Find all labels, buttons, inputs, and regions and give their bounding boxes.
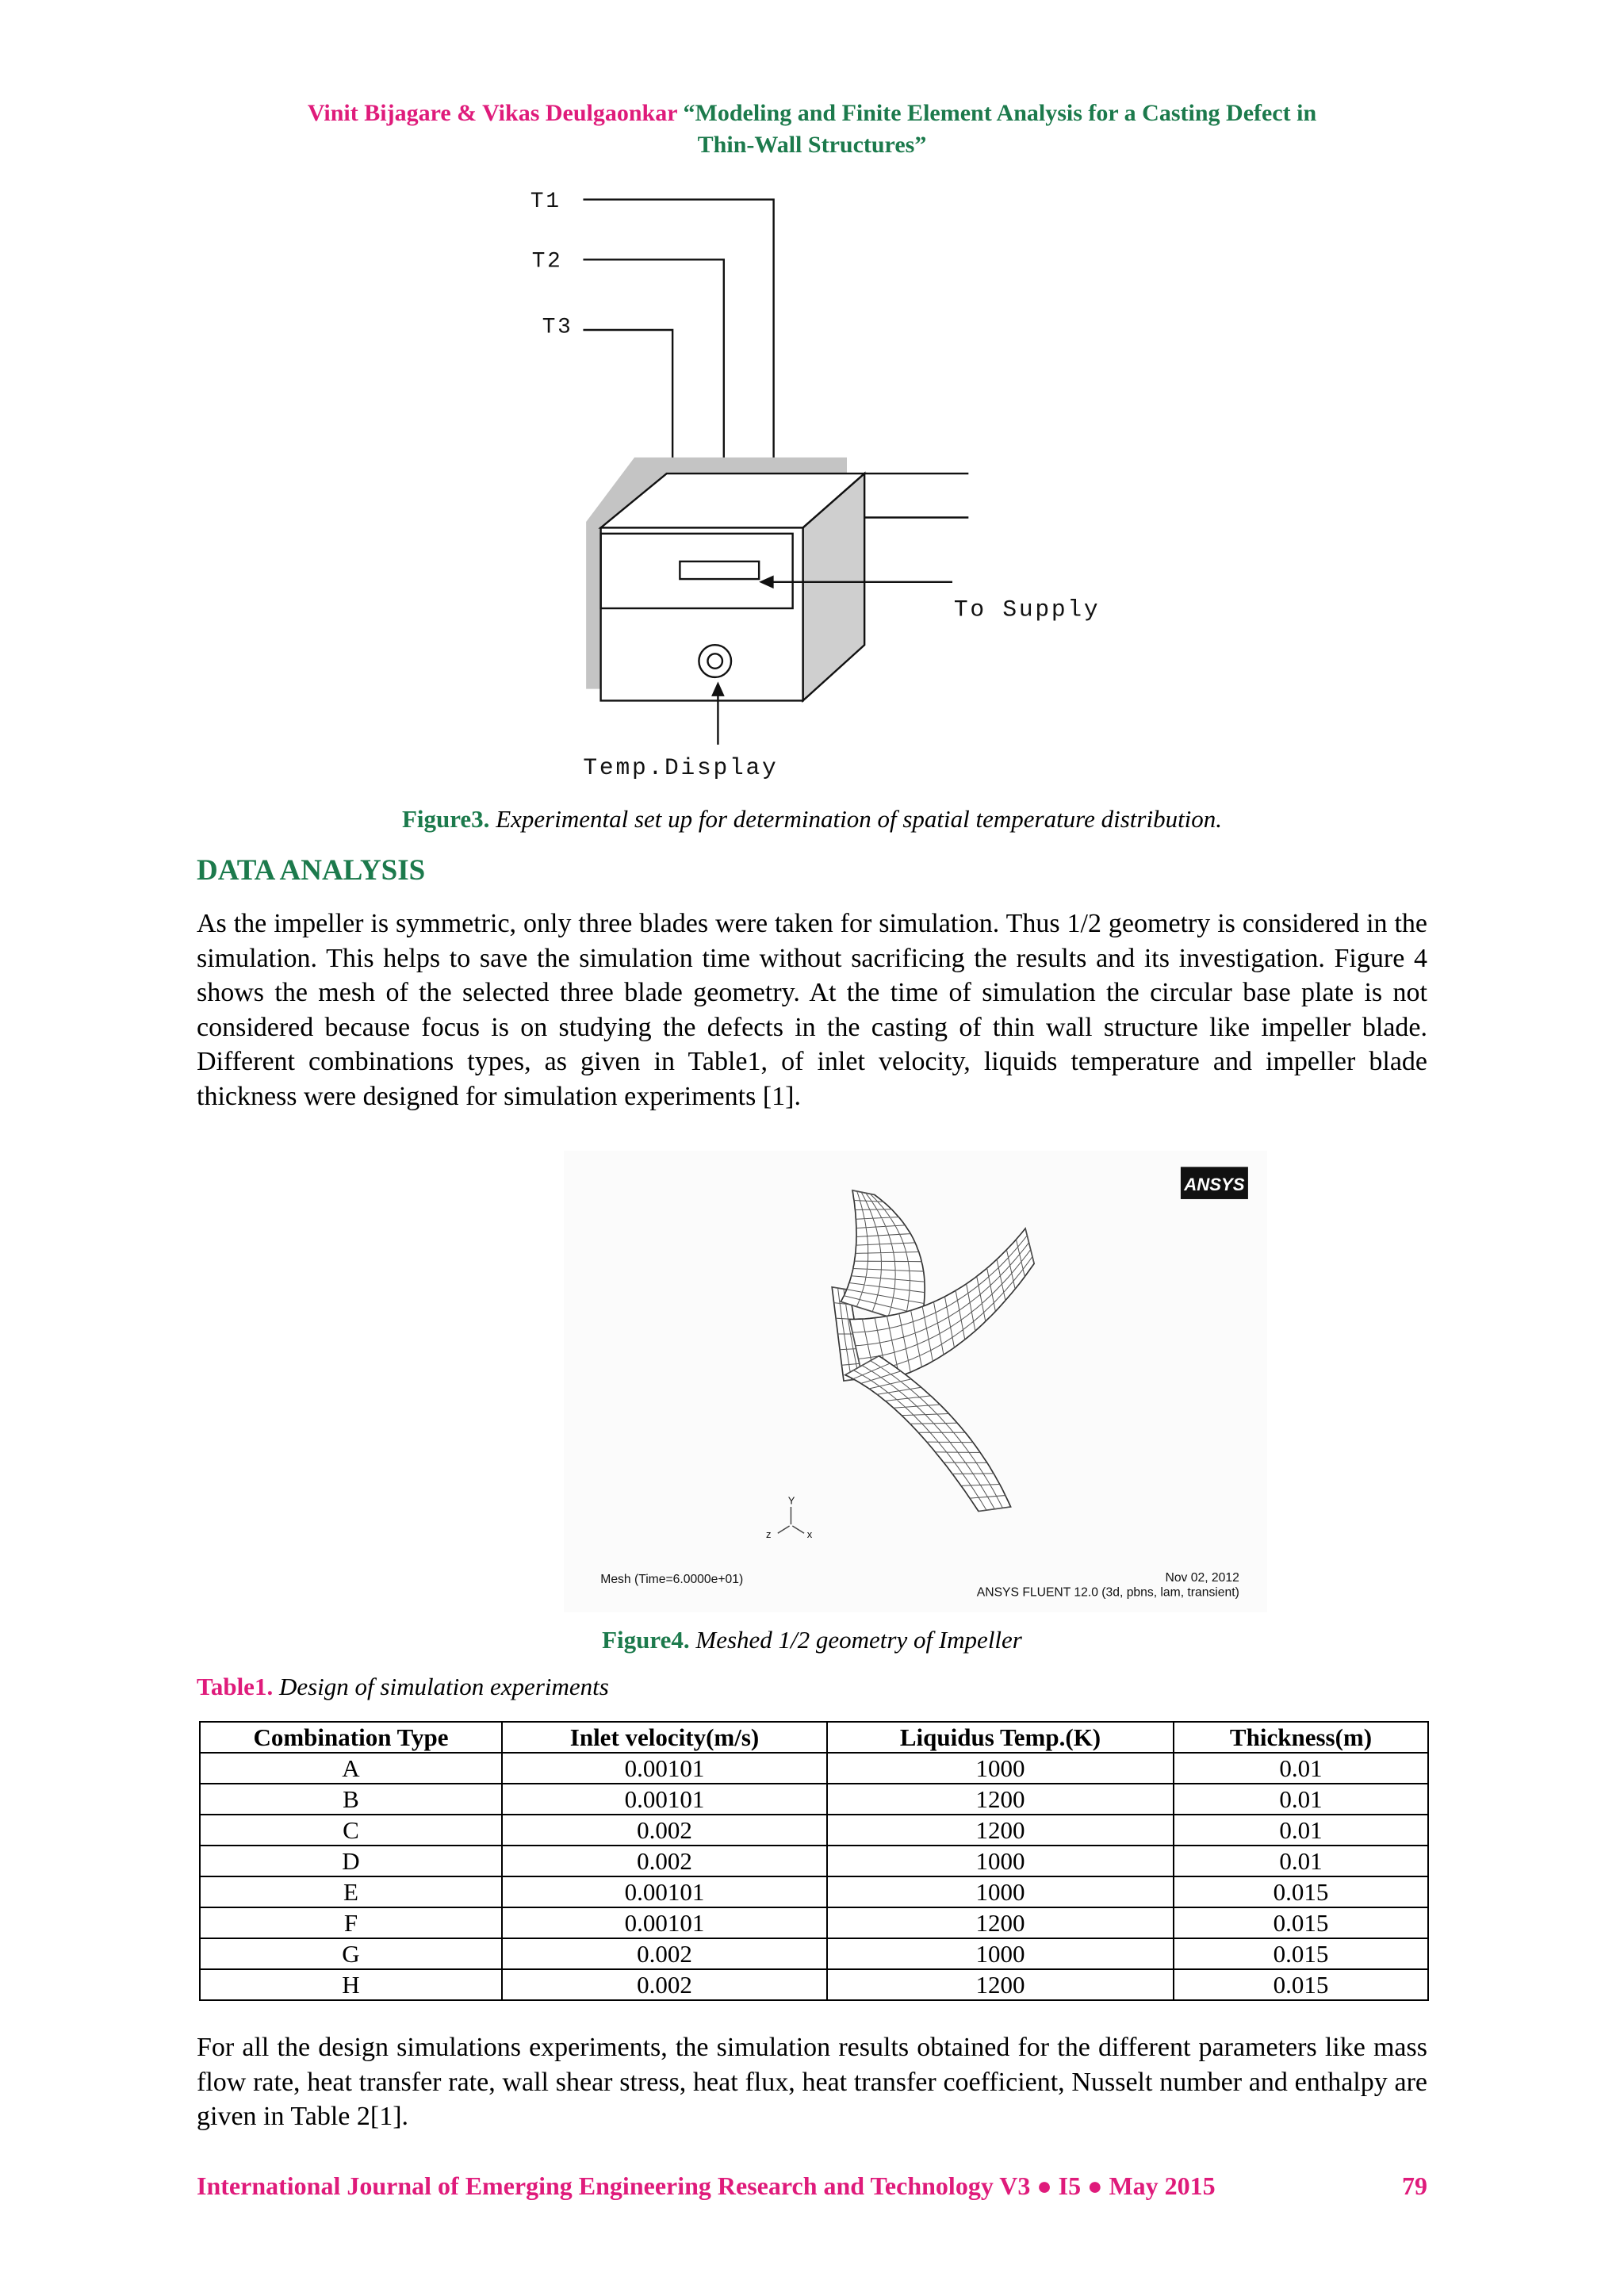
table-row (200, 1784, 1428, 1815)
table-cell: 0.002 (502, 1846, 827, 1876)
mesh-date-label: Nov 02, 2012 (1165, 1571, 1239, 1585)
header-title-line-2: Thin-Wall Structures” (697, 132, 927, 158)
table-row (200, 1846, 1428, 1876)
running-header-line-1 (0, 98, 1624, 129)
table-cell: 0.002 (502, 1938, 827, 1969)
thermocouple-wire-t1 (583, 200, 773, 473)
body-paragraph-2: For all the design simulations experiments, the simulation results obtained for the different parameters like mass flow rate, heat transfer rate, wall shear stress, heat flux, heat transfer coefficient, Nusselt number and enthalpy are given in Table 2[1]. (197, 2033, 1427, 2131)
figure-3-caption-label: Figure3. (401, 805, 490, 833)
figure-4-background (564, 1151, 1267, 1612)
table-cell: C (200, 1815, 502, 1846)
table-cell: 0.00101 (502, 1753, 827, 1784)
footer-journal: International Journal of Emerging Engineering Research and Technology V3 ● I5 ● May 2015 (197, 2171, 1216, 2200)
temperature-display-dial (699, 645, 731, 677)
table-row (200, 1969, 1428, 2000)
furnace-display-slot (680, 562, 759, 579)
table-cell: 0.01 (1174, 1784, 1428, 1815)
axis-x-label: x (806, 1527, 813, 1540)
table-cell: B (200, 1784, 502, 1815)
label-t2: T2 (531, 249, 563, 274)
figure-4-caption (0, 1624, 1624, 1656)
table-cell: 1200 (827, 1969, 1174, 2000)
table-row (200, 1907, 1428, 1938)
axis-y-label: Y (787, 1494, 795, 1507)
table-1-caption-label: Table1. (197, 1673, 274, 1700)
table-row (200, 1753, 1428, 1784)
table-cell: E (200, 1876, 502, 1907)
furnace-front-face (601, 527, 803, 700)
column-header: Thickness(m) (1174, 1722, 1428, 1753)
table-cell: 1000 (827, 1753, 1174, 1784)
table-cell: 0.015 (1174, 1876, 1428, 1907)
column-header: Liquidus Temp.(K) (827, 1722, 1174, 1753)
mesh-time-label: Mesh (Time=6.0000e+01) (600, 1573, 744, 1587)
thermocouple-wire-t2 (583, 259, 723, 473)
section-heading: DATA ANALYSIS (197, 854, 426, 887)
ansys-logo-text: ANSYS (1184, 1174, 1245, 1194)
table-cell: 0.002 (502, 1969, 827, 2000)
figure-4-mesh-plot (564, 1151, 1267, 1612)
figure-4-caption-text: Meshed 1/2 geometry of Impeller (695, 1626, 1022, 1654)
table-cell: 0.01 (1174, 1846, 1428, 1876)
table-cell: A (200, 1753, 502, 1784)
label-to-supply: To Supply (953, 596, 1101, 623)
figure-3-setup-diagram (520, 176, 1106, 792)
table-cell: 0.015 (1174, 1969, 1428, 2000)
table-cell: 1200 (827, 1907, 1174, 1938)
column-header: Inlet velocity(m/s) (502, 1722, 827, 1753)
figure-3-caption-text: Experimental set up for determination of spatial temperature distribution. (496, 805, 1223, 833)
label-temp-display: Temp.Display (583, 753, 779, 781)
table-row (200, 1938, 1428, 1969)
thermocouple-wire-t3 (583, 330, 672, 473)
table-1-simulation-design (199, 1721, 1429, 2001)
label-t3: T3 (542, 315, 573, 340)
solver-info-label: ANSYS FLUENT 12.0 (3d, pbns, lam, transient) (976, 1585, 1239, 1600)
axis-z-label: z (766, 1527, 772, 1540)
table-cell: 1200 (827, 1815, 1174, 1846)
running-header (0, 98, 1624, 161)
label-t1: T1 (530, 189, 561, 214)
figure-3-caption (0, 803, 1624, 835)
table-1-caption-text: Design of simulation experiments (278, 1673, 609, 1700)
table-cell: 0.002 (502, 1815, 827, 1846)
table-cell: 1200 (827, 1784, 1174, 1815)
table-cell: 0.00101 (502, 1876, 827, 1907)
table-cell: G (200, 1938, 502, 1969)
table-cell: H (200, 1969, 502, 2000)
column-header: Combination Type (200, 1722, 502, 1753)
figure-4-caption-label: Figure4. (602, 1626, 690, 1654)
table-cell: 0.015 (1174, 1907, 1428, 1938)
table-cell: 0.00101 (502, 1907, 827, 1938)
table-cell: D (200, 1846, 502, 1876)
page-footer (197, 2170, 1427, 2202)
page-number: 79 (1402, 2171, 1427, 2200)
body-paragraph-1: As the impeller is symmetric, only three blades were taken for simulation. Thus 1/2 geometry is considered in the simulation. This helps to save the simulation time without sacrificing the results and its investigation. Figure 4 shows the mesh of the selected three blade geometry. At the time of simulation the circular base plate is not considered because focus is on studying the defects in the casting of thin wall structure like impeller blade. Different combinations types, as given in Table1, of inlet velocity, liquids temperature and impeller blade thickness were designed for simulation experiments [1]. (197, 909, 1427, 1111)
table-1-caption (197, 1671, 609, 1703)
header-authors: Vinit Bijagare & Vikas Deulgaonkar (307, 100, 678, 126)
table-cell: 0.015 (1174, 1938, 1428, 1969)
table-row (200, 1815, 1428, 1846)
table-cell: 0.01 (1174, 1753, 1428, 1784)
table-cell: F (200, 1907, 502, 1938)
table-row (200, 1876, 1428, 1907)
table-cell: 0.00101 (502, 1784, 827, 1815)
table-cell: 1000 (827, 1846, 1174, 1876)
header-title-line-1: “Modeling and Finite Element Analysis for a Casting Defect in (683, 100, 1317, 126)
table-cell: 0.01 (1174, 1815, 1428, 1846)
table-header-row (200, 1722, 1428, 1753)
table-cell: 1000 (827, 1876, 1174, 1907)
table-cell: 1000 (827, 1938, 1174, 1969)
